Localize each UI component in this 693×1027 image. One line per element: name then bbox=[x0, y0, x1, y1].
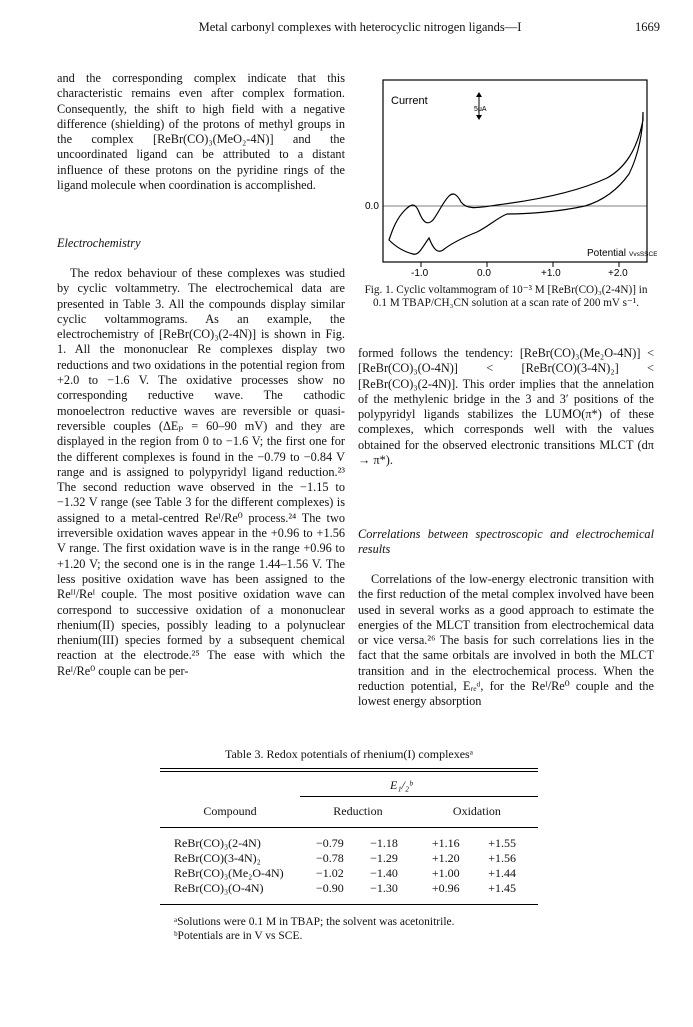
cell-ox2: +1.55 bbox=[488, 835, 516, 850]
cell-compound: ReBr(CO)(3-4N)₂ bbox=[174, 850, 261, 865]
header-oxidation: Oxidation bbox=[452, 804, 501, 819]
cell-ox2: +1.56 bbox=[488, 850, 516, 865]
table-e-header-row bbox=[160, 772, 538, 796]
cell-compound: ReBr(CO)₃(2-4N) bbox=[174, 835, 261, 850]
left-column-top bbox=[57, 71, 345, 193]
cell-red2: −1.18 bbox=[370, 835, 398, 850]
cell-compound: ReBr(CO)₃(Me₂O-4N) bbox=[174, 865, 284, 880]
footnote-a: ᵃSolutions were 0.1 M in TBAP; the solvent was acetonitrile. bbox=[174, 915, 455, 928]
current-label: Current bbox=[391, 95, 428, 107]
potential-label: Potential bbox=[587, 248, 626, 259]
x-tick-label: -1.0 bbox=[411, 268, 429, 279]
right-column-heading bbox=[358, 527, 654, 558]
cell-red2: −1.40 bbox=[370, 865, 398, 880]
voltammogram-plot bbox=[357, 70, 657, 280]
scale-arrow-down bbox=[476, 115, 482, 120]
paragraph: Correlations of the low-energy electronic transition with the first reduction of the metal complex involved have been used in several works as a good approach to estimate the energies of the MLCT transition from electrochemical data or vice versa.²⁶ The basis for such correlations lies in the fact that the same orbitals are involved in both the MLCT transition and in the electrochemical process. When the reduction potential, Eᵣₑᵈ, for the Reᴵ/Re⁰ couple and the lowest energy absorption bbox=[358, 572, 654, 709]
footnote-b: ᵇPotentials are in V vs SCE. bbox=[174, 929, 303, 942]
header-reduction: Reduction bbox=[333, 804, 383, 819]
left-column-body bbox=[57, 266, 345, 679]
header-compound: Compound bbox=[203, 804, 257, 819]
section-heading-correlations: Correlations between spectroscopic and electrochemical results bbox=[358, 527, 654, 557]
cell-ox1: +0.96 bbox=[431, 880, 460, 895]
running-header bbox=[60, 20, 660, 36]
cell-compound: ReBr(CO)₃(O-4N) bbox=[174, 880, 264, 895]
cell-red1: −0.79 bbox=[315, 835, 344, 850]
cell-ox1: +1.00 bbox=[431, 865, 460, 880]
left-column-heading bbox=[57, 236, 345, 251]
cell-red2: −1.30 bbox=[370, 880, 398, 895]
cell-red1: −1.02 bbox=[315, 865, 344, 880]
paragraph: and the corresponding complex indicate that this characteristic remains even after complex formation. Consequently, the shift to high field with a negative difference (shielding) of the protons of methyl groups in the complex [ReBr(CO)₃(MeO₂-4N)] and the uncoordinated ligand can be attributed to a distant influence of these protons on the pyridine rings of the ligand molecule when coordination is accomplished. bbox=[57, 71, 345, 193]
paragraph: formed follows the tendency: [ReBr(CO)₃(Me₂O-4N)] < [ReBr(CO)₃(O-4N)] < [ReBr(CO)(3-4N)₂] < [ReBr(CO)₃(2-4N)]. This order implies that the annelation of the methylenic bridge in the 3 and 3′ positions of the polypyridyl ligands stabilizes the LUMO(π*) of these complexes, which corresponds well with the values obtained for the observed electronic transitions MLCT (dπ → π*). bbox=[358, 346, 654, 468]
plot-frame bbox=[383, 80, 647, 262]
figure-caption: Fig. 1. Cyclic voltammogram of 10⁻³ M [ReBr(CO)₃(2-4N)] in 0.1 M TBAP/CH₃CN solution at a scan rate of 200 mV s⁻¹. bbox=[364, 284, 648, 310]
table-3 bbox=[160, 747, 538, 943]
table-bottom-rule bbox=[160, 904, 538, 905]
zero-label: 0.0 bbox=[365, 201, 379, 212]
right-column-body bbox=[358, 572, 654, 710]
table-header-row bbox=[160, 797, 538, 827]
scale-arrow-up bbox=[476, 92, 482, 97]
cell-ox1: +1.20 bbox=[431, 850, 460, 865]
cell-ox1: +1.16 bbox=[431, 835, 460, 850]
x-tick-label: +1.0 bbox=[541, 268, 561, 279]
cell-red1: −0.78 bbox=[315, 850, 344, 865]
scale-label: 5μA bbox=[474, 106, 487, 113]
redox-table bbox=[160, 797, 538, 904]
potential-unit: VvsSSCE bbox=[629, 251, 657, 258]
cell-ox2: +1.44 bbox=[488, 865, 516, 880]
right-column-top bbox=[358, 346, 654, 468]
x-tick-label: +2.0 bbox=[608, 268, 628, 279]
table-row bbox=[160, 881, 538, 896]
table-row bbox=[160, 836, 538, 851]
table-row bbox=[160, 866, 538, 881]
table-top-rule bbox=[160, 768, 538, 769]
cell-ox2: +1.45 bbox=[488, 880, 516, 895]
table-row bbox=[160, 851, 538, 866]
cell-red2: −1.29 bbox=[370, 850, 398, 865]
section-heading-electrochemistry: Electrochemistry bbox=[57, 236, 141, 250]
e-half-header: E₁/₂ᵇ bbox=[390, 778, 413, 792]
page-number: 1669 bbox=[635, 20, 660, 34]
cell-red1: −0.90 bbox=[315, 880, 344, 895]
table-title: Table 3. Redox potentials of rhenium(I) complexesᵃ bbox=[224, 747, 474, 761]
x-tick-label: 0.0 bbox=[477, 268, 491, 279]
running-title: Metal carbonyl complexes with heterocyclic nitrogen ligands—I bbox=[198, 20, 522, 34]
figure-1 bbox=[357, 70, 657, 285]
cv-trace bbox=[389, 112, 643, 254]
paragraph: The redox behaviour of these complexes was studied by cyclic voltammetry. The electrochemical data are presented in Table 3. All the compounds display similar cyclic voltammograms. As an example, the electrochemistry of [ReBr(CO)₃(2-4N)] is shown in Fig. 1. All the mononuclear Re complexes display two reductions and two oxidations in the potential region from +2.0 to −1.6 V. The oxidative processes show no corresponding reductive wave. The cathodic monoelectron reductive waves are reversible or quasi-reversible couples (ΔEₚ = 60–90 mV) and they are displayed in the region from 0 to −1.6 V; the first one for the different complexes is found in the −0.79 to −0.84 V range and is assigned to polypyridyl ligand reduction.²³ The second reduction wave observed in the −1.15 to −1.32 V range (see Table 3 for the different complexes) is assigned to a metal-centred Reᴵ/Re⁰ process.²⁴ The two irreversible oxidation waves appear in the +0.96 to +1.56 V range. The first oxidation wave is in the range +0.96 to +1.20 V; the second one is in the range 1.44–1.56 V. The less positive oxidation wave has been assigned to the Reᴵᴵ/Reᴵ couple. The most positive oxidation wave can correspond to successive oxidation of a mononuclear rhenium(II) species, possibly leading to a polynuclear rhenium(III) species formed by a subsequent chemical reaction at the electrode.²⁵ The ease with which the Reᴵ/Re⁰ couple can be per- bbox=[57, 266, 345, 678]
